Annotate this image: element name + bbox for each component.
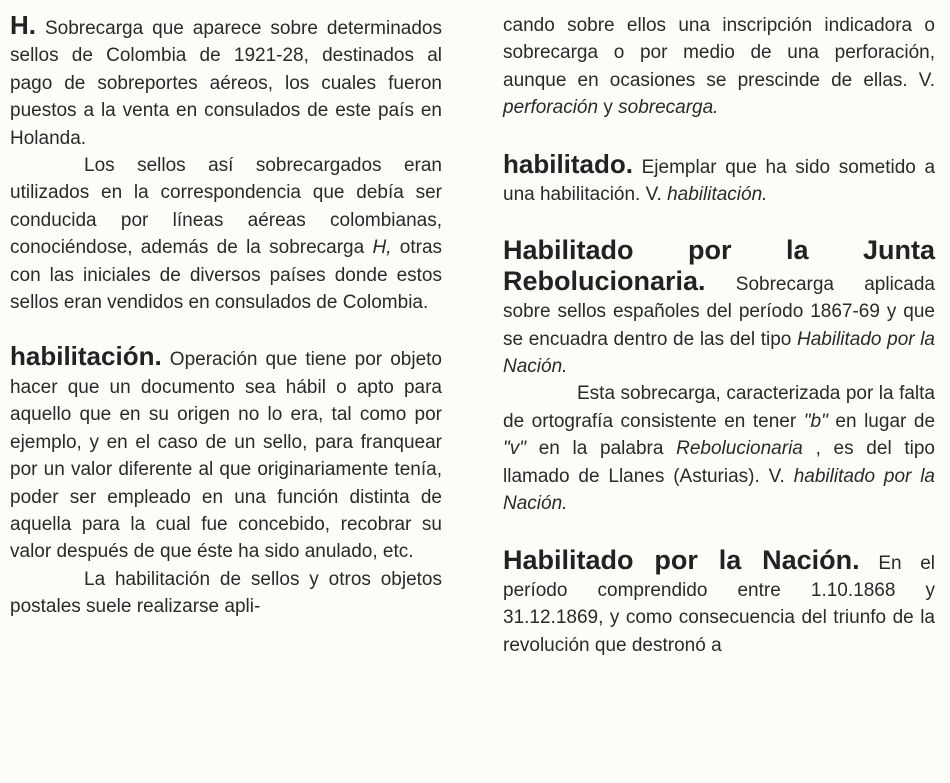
entry-junta-rebolucionaria: Habilitado por la Junta Rebolucionaria. Sobrecarga aplicada sobre sellos españoles del período 1867-69 y que se encuadra dentro de las del tipo Habilitado por la Nación. (503, 235, 936, 378)
entry-habilitado: habilitado. Ejemplar que ha sido sometido a una habilitación. V. habilitación. (503, 148, 936, 206)
entry-nacion-headword: Habilitado por la Nación. (503, 544, 860, 575)
entry-h (10, 12, 442, 152)
entry-habilitacion-definition: Operación que tiene por objeto hacer que un documento sea hábil o apto para aquello que en su origen no lo era, tal como por ejemplo, y en el caso de un sello, para franquear por un valor diferente al que originariamente tenía, poder ser empleado en una función distinta de aquella para la cual fue concebido, recobrar su valor después de que éste ha sido anulado, etc. (10, 349, 442, 563)
entry-habilitacion-paragraph-2: La habilitación de sellos y otros objetos postales suele realizarse apli- (10, 568, 442, 618)
entry-junta-headword: Habilitado por la Junta Rebolucionaria. (503, 235, 935, 296)
entry-habilitacion-continued: cando sobre ellos una inscripción indicadora o sobrecarga o por medio de una perforación, aunque en ocasiones se prescinde de ellas. V. perforación y sobrecarga. (503, 15, 935, 119)
entry-h-definition: Sobrecarga que aparece sobre determinados sellos de Colombia de 1921-28, destinados al pago de sobreportes aéreos, los cuales fueron puestos a la venta en consulados de este país en Holanda. (10, 18, 442, 149)
right-column (503, 12, 935, 659)
entry-h-paragraph-2: Los sellos así sobrecargados eran utilizados en la correspondencia que debía ser conducida por líneas aéreas colombianas, conociéndose, además de la sobrecarga H, otras con las iniciales de diversos países donde estos sellos eran vendidos en consulados de Colombia. (10, 155, 443, 314)
entry-habilitacion-headword: habilitación. (10, 341, 162, 372)
entry-habilitacion (10, 343, 442, 565)
entry-habilitado-por-la-nacion: Habilitado por la Nación. En el período comprendido entre 1.10.1868 y 31.12.1869, y como consecuencia del triunfo de la revolución que destronó a (503, 544, 935, 656)
left-column (10, 12, 442, 621)
entry-habilitado-headword: habilitado. (503, 148, 633, 179)
entry-junta-paragraph-2: Esta sobrecarga, caracterizada por la falta de ortografía consistente en tener "b" en lugar de "v" en la palabra Rebolucionaria , es del tipo llamado de Llanes (Asturias). V. habilitado por la Nación. (503, 383, 936, 515)
entry-h-headword: H. (10, 10, 36, 40)
